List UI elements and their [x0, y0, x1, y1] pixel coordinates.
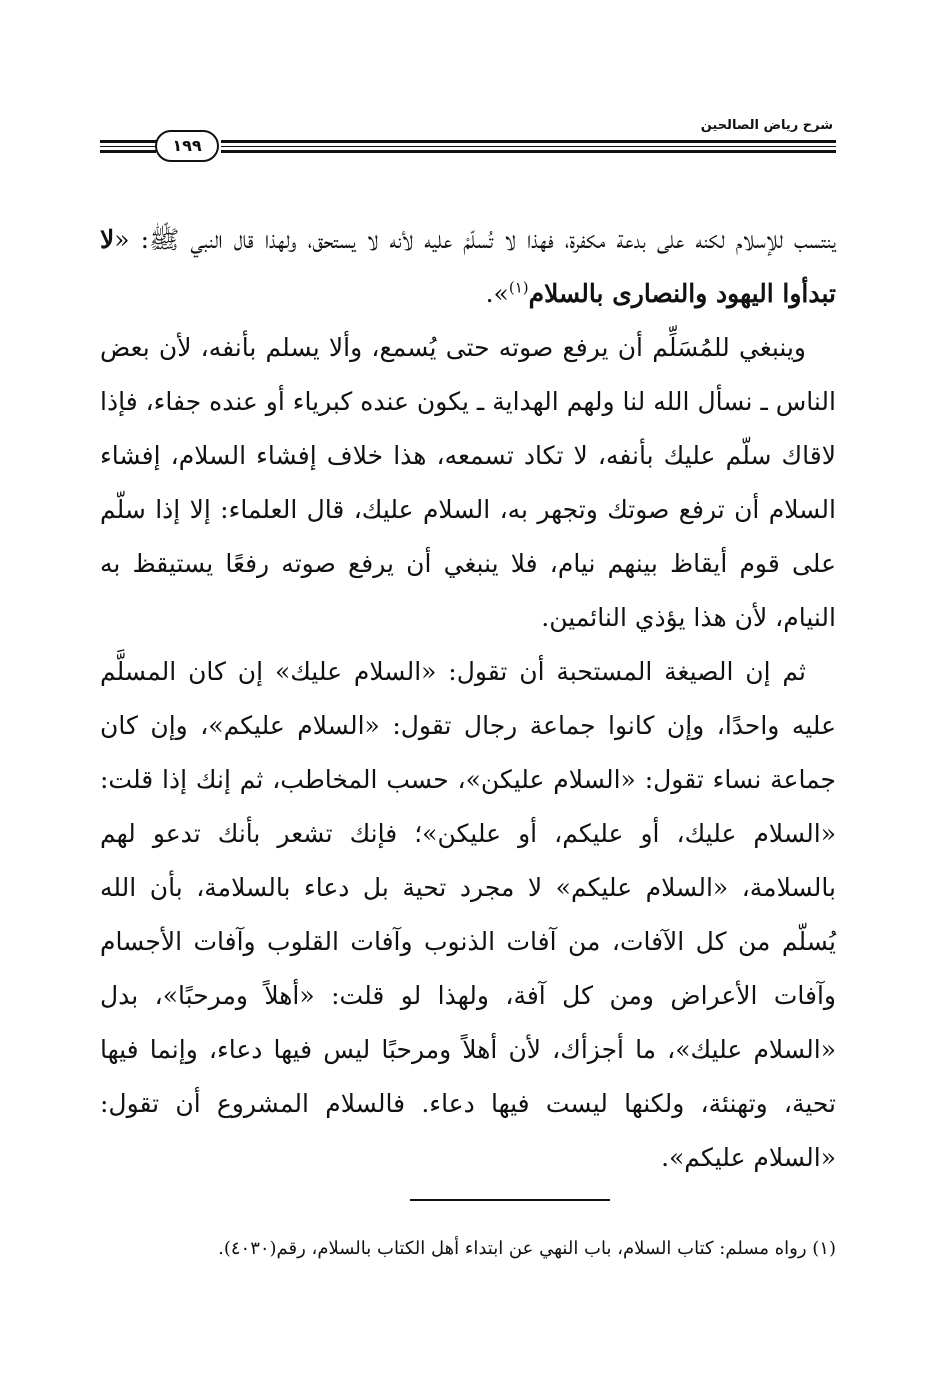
paragraph-1-start: ينتسب للإسلام لكنه على بدعة مكفرة، فهذا لا تُسلّمْ عليه لأنه لا يستحق، ولهذا قال النبي ﷺ: « [114, 225, 836, 254]
footnote: (١) رواه مسلم: كتاب السلام، باب النهي عن ابتداء أهل الكتاب بالسلام، رقم(٤٠٣٠). [218, 1238, 836, 1259]
header-rule [100, 150, 156, 153]
header-rule [221, 150, 836, 153]
header-rule [100, 146, 156, 147]
footnote-reference: (١) [508, 278, 529, 297]
hadith-quote: لا تبدأوا اليهود والنصارى بالسلام [100, 225, 836, 308]
paragraph-3: ثم إن الصيغة المستحبة أن تقول: «السلام عليك» إن كان المسلَّم عليه واحدًا، وإن كانوا جماعة رجال تقول: «السلام عليكم»، وإن كان جماعة نساء تقول: «السلام عليكن»، حسب المخاطب، ثم إنك إذا قلت: «السلام عليك، أو عليكم، أو عليكن»؛ فإنك تشعر بأنك تدعو لهم بالسلامة، «السلام عليكم» لا مجرد تحية بل دعاء بالسلامة، بأن الله يُسلّم من كل الآفات، من آفات الذنوب وآفات القلوب وآفات الأجسام وآفات الأعراض ومن كل آفة، ولهذا لو قلت: «أهلاً ومرحبًا»، بدل «السلام عليك»، ما أجزأك، لأن أهلاً ومرحبًا ليس فيها دعاء، وإنما فيها تحية، وتهنئة، ولكنها ليست فيها دعاء. فالسلام المشروع أن تقول: «السلام عليكم». [100, 657, 836, 1172]
header-rule [100, 140, 156, 143]
page-number: ١٩٩ [155, 130, 219, 162]
running-head-title: شرح رياض الصالحين [700, 118, 833, 133]
paragraph-2: وينبغي للمُسَلِّم أن يرفع صوته حتى يُسمع، وألا يسلم بأنفه، لأن بعض الناس ـ نسأل الله لنا ولهم الهداية ـ يكون عنده كبرياء أو عنده جفاء، فإذا لاقاك سلّم عليك بأنفه، لا تكاد تسمعه، هذا خلاف إفشاء السلام، إفشاء السلام أن ترفع صوتك وتجهر به، السلام عليك، قال العلماء: إلا إذا سلّم على قوم أيقاظ بينهم نيام، فلا ينبغي أن يرفع صوته رفعًا يستيقظ به النيام، لأن هذا يؤذي النائمين. [100, 333, 836, 632]
paragraph-1-end: ». [485, 279, 509, 308]
footnote-separator [410, 1199, 610, 1201]
body-text [100, 213, 836, 1185]
header-rule [221, 146, 836, 147]
header-rule [221, 140, 836, 143]
paragraph-1 [100, 213, 836, 321]
